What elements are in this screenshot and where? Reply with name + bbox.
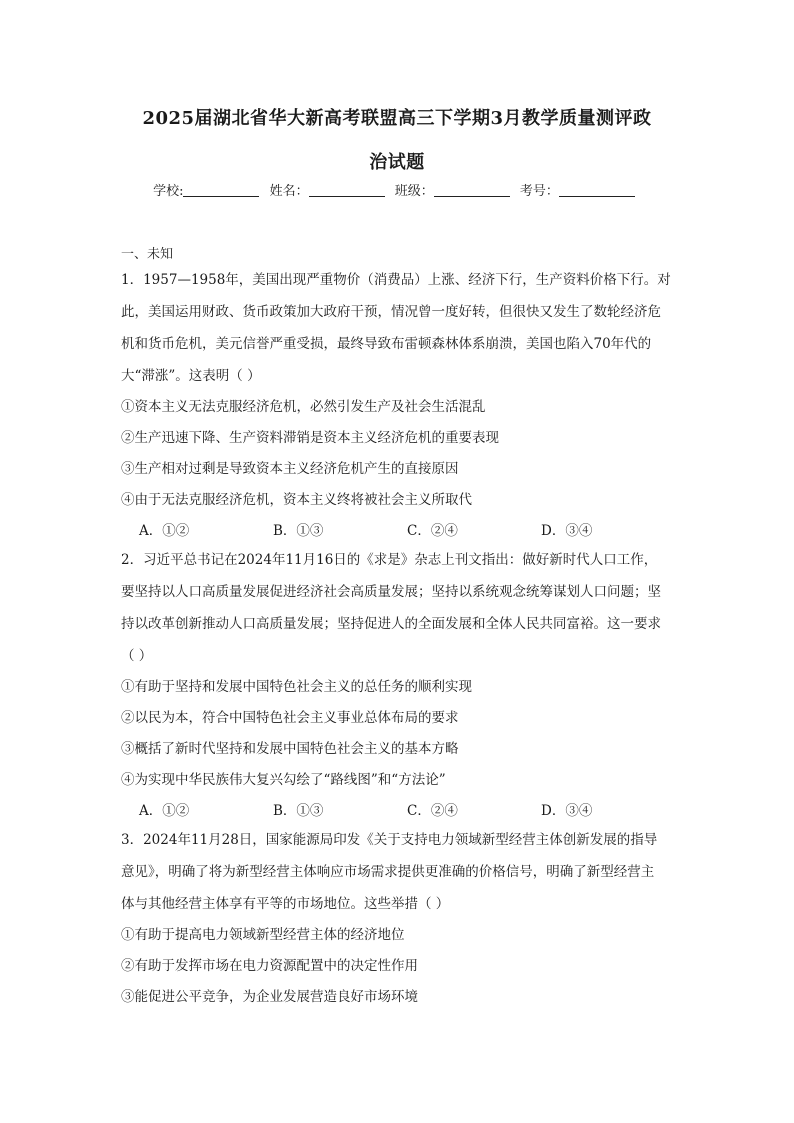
question-stem-line: 2．习近平总书记在2024年11月16日的《求是》杂志上刊文指出：做好新时代人口工作， [121, 552, 658, 568]
statement-option: ③生产相对过剩是导致资本主义经济危机产生的直接原因 [121, 461, 459, 477]
question-1 [121, 264, 675, 547]
number-blank[interactable] [559, 184, 635, 197]
question-stem-line: 1．1957—1958年，美国出现严重物价（消费品）上涨、经济下行，生产资料价格下行。对 [121, 272, 671, 288]
statement-option: ①资本主义无法克服经济危机，必然引发生产及社会生活混乱 [121, 399, 486, 415]
statement-option: ①有助于坚持和发展中国特色社会主义的总任务的顺利实现 [121, 679, 472, 695]
question-2 [121, 544, 675, 827]
question-stem-line: 此，美国运用财政、货币政策加大政府干预，情况曾一度好转，但很快又发生了数轮经济危 [121, 304, 661, 320]
school-blank[interactable] [183, 184, 259, 197]
choice-b[interactable]: B．①③ [273, 523, 324, 539]
question-stem-line: 大“滞涨”。这表明（ ） [121, 368, 261, 384]
question-stem-line: （ ） [121, 648, 153, 664]
question-stem-line: 体与其他经营主体享有平等的市场地位。这些举措（ ） [121, 896, 450, 912]
student-info-row [0, 180, 794, 199]
statement-option: ③概括了新时代坚持和发展中国特色社会主义的基本方略 [121, 741, 459, 757]
statement-option: ②生产迅速下降、生产资料滞销是资本主义经济危机的重要表现 [121, 430, 499, 446]
answer-choices [121, 796, 675, 827]
question-3 [121, 824, 675, 1013]
choice-c[interactable]: C．②④ [407, 803, 458, 819]
choice-d[interactable]: D．③④ [541, 523, 593, 539]
choice-a[interactable]: A．①② [139, 523, 190, 539]
choice-b[interactable]: B．①③ [273, 803, 324, 819]
statement-option: ①有助于提高电力领域新型经营主体的经济地位 [121, 927, 405, 943]
question-stem-line: 意见》，明确了将为新型经营主体响应市场需求提供更准确的价格信号，明确了新型经营主 [121, 864, 655, 880]
class-label: 班级： [394, 184, 434, 199]
exam-title-line2: 治试题 [369, 152, 425, 173]
answer-choices [121, 516, 675, 547]
school-label: 学校: [153, 184, 184, 199]
choice-c[interactable]: C．②④ [407, 523, 458, 539]
section-heading: 一、未知 [121, 247, 174, 262]
question-stem-line: 机和货币危机，美元信誉严重受损，最终导致布雷顿森林体系崩溃，美国也陷入70年代的 [121, 336, 652, 352]
statement-option: ②有助于发挥市场在电力资源配置中的决定性作用 [121, 958, 418, 974]
statement-option: ②以民为本，符合中国特色社会主义事业总体布局的要求 [121, 710, 459, 726]
number-label: 考号： [519, 184, 559, 199]
statement-option: ④由于无法克服经济危机，资本主义终将被社会主义所取代 [121, 492, 472, 508]
choice-a[interactable]: A．①② [139, 803, 190, 819]
choice-d[interactable]: D．③④ [541, 803, 593, 819]
name-label: 姓名： [269, 184, 309, 199]
question-stem-line: 持以改革创新推动人口高质量发展；坚持促进人的全面发展和全体人民共同富裕。这一要求 [121, 616, 661, 632]
statement-option: ③能促进公平竞争，为企业发展营造良好市场环境 [121, 989, 418, 1005]
name-blank[interactable] [309, 184, 385, 197]
question-stem-line: 3．2024年11月28日，国家能源局印发《关于支持电力领域新型经营主体创新发展的指导 [121, 832, 658, 848]
statement-option: ④为实现中华民族伟大复兴勾绘了“路线图”和“方法论” [121, 772, 446, 788]
class-blank[interactable] [434, 184, 510, 197]
exam-title-line1: 2025届湖北省华大新高考联盟高三下学期3月教学质量测评政 [142, 108, 652, 129]
question-stem-line: 要坚持以人口高质量发展促进经济社会高质量发展；坚持以系统观念统筹谋划人口问题；坚 [121, 584, 661, 600]
